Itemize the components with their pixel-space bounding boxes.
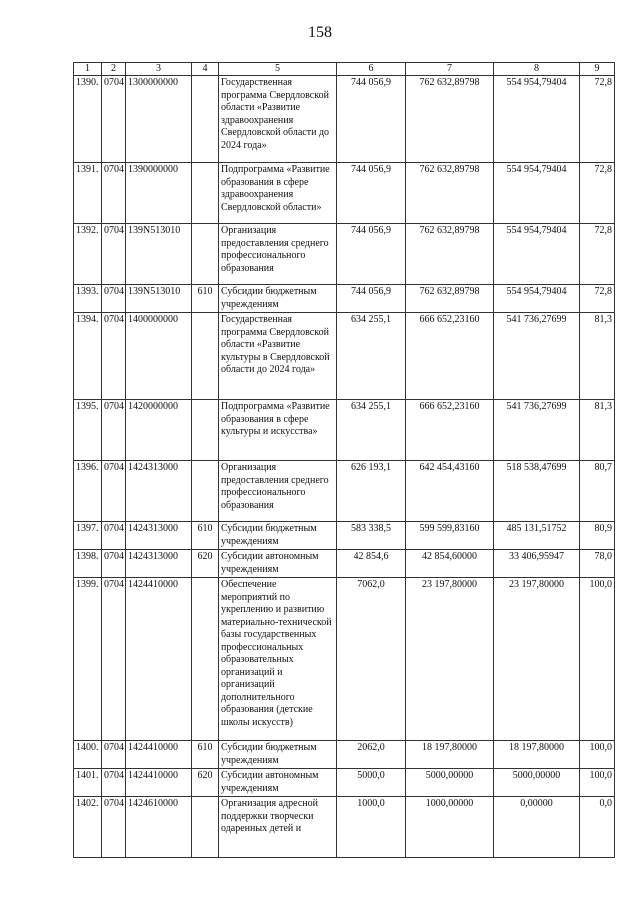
- row-number: 1393.: [74, 285, 102, 313]
- col-header-8: 8: [494, 63, 580, 76]
- approved-amount: 744 056,9: [337, 224, 406, 285]
- target-article-code: 1424410000: [126, 769, 192, 797]
- row-number: 1398.: [74, 550, 102, 578]
- col-header-5: 5: [219, 63, 337, 76]
- item-name: Субсидии бюджетным учреждениям: [219, 522, 337, 550]
- executed-amount: 5000,00000: [494, 769, 580, 797]
- section-code: 0704: [102, 224, 126, 285]
- executed-amount: 554 954,79404: [494, 285, 580, 313]
- item-name: Субсидии бюджетным учреждениям: [219, 285, 337, 313]
- target-article-code: 1390000000: [126, 163, 192, 224]
- item-name: Государственная программа Свердловской области «Развитие культуры в Свердловской области до 2024 года»: [219, 313, 337, 400]
- executed-amount: 554 954,79404: [494, 163, 580, 224]
- table-row: [74, 741, 615, 769]
- table-row: [74, 400, 615, 461]
- execution-percent: 100,0: [580, 741, 615, 769]
- approved-amount: 744 056,9: [337, 76, 406, 163]
- target-article-code: 1420000000: [126, 400, 192, 461]
- approved-amount: 2062,0: [337, 741, 406, 769]
- item-name: Государственная программа Свердловской области «Развитие здравоохранения Свердловской области до 2024 года»: [219, 76, 337, 163]
- execution-percent: 100,0: [580, 578, 615, 741]
- target-article-code: 1424313000: [126, 522, 192, 550]
- planned-amount: 762 632,89798: [406, 163, 494, 224]
- section-code: 0704: [102, 76, 126, 163]
- planned-amount: 762 632,89798: [406, 76, 494, 163]
- row-number: 1396.: [74, 461, 102, 522]
- item-name: Организация предоставления среднего профессионального образования: [219, 461, 337, 522]
- table-row: [74, 313, 615, 400]
- table-row: [74, 76, 615, 163]
- section-code: 0704: [102, 550, 126, 578]
- table-row: [74, 550, 615, 578]
- item-name: Подпрограмма «Развитие образования в сфере культуры и искусства»: [219, 400, 337, 461]
- table-row: [74, 797, 615, 858]
- planned-amount: 666 652,23160: [406, 400, 494, 461]
- row-number: 1400.: [74, 741, 102, 769]
- section-code: 0704: [102, 461, 126, 522]
- target-article-code: 1300000000: [126, 76, 192, 163]
- target-article-code: 139N513010: [126, 285, 192, 313]
- col-header-9: 9: [580, 63, 615, 76]
- col-header-6: 6: [337, 63, 406, 76]
- row-number: 1397.: [74, 522, 102, 550]
- planned-amount: 762 632,89798: [406, 224, 494, 285]
- planned-amount: 666 652,23160: [406, 313, 494, 400]
- expense-type-code: 620: [192, 769, 219, 797]
- approved-amount: 744 056,9: [337, 285, 406, 313]
- execution-percent: 100,0: [580, 769, 615, 797]
- expense-type-code: [192, 313, 219, 400]
- row-number: 1399.: [74, 578, 102, 741]
- planned-amount: 5000,00000: [406, 769, 494, 797]
- target-article-code: 1424410000: [126, 741, 192, 769]
- planned-amount: 23 197,80000: [406, 578, 494, 741]
- target-article-code: 1424313000: [126, 550, 192, 578]
- expense-type-code: [192, 76, 219, 163]
- approved-amount: 1000,0: [337, 797, 406, 858]
- executed-amount: 23 197,80000: [494, 578, 580, 741]
- col-header-1: 1: [74, 63, 102, 76]
- executed-amount: 33 406,95947: [494, 550, 580, 578]
- executed-amount: 541 736,27699: [494, 313, 580, 400]
- execution-percent: 80,7: [580, 461, 615, 522]
- section-code: 0704: [102, 578, 126, 741]
- expense-type-code: 610: [192, 285, 219, 313]
- approved-amount: 583 338,5: [337, 522, 406, 550]
- section-code: 0704: [102, 313, 126, 400]
- approved-amount: 7062,0: [337, 578, 406, 741]
- target-article-code: 1424610000: [126, 797, 192, 858]
- row-number: 1402.: [74, 797, 102, 858]
- executed-amount: 554 954,79404: [494, 76, 580, 163]
- col-header-7: 7: [406, 63, 494, 76]
- col-header-4: 4: [192, 63, 219, 76]
- expense-type-code: [192, 578, 219, 741]
- expense-type-code: 620: [192, 550, 219, 578]
- approved-amount: 42 854,6: [337, 550, 406, 578]
- approved-amount: 634 255,1: [337, 400, 406, 461]
- executed-amount: 0,00000: [494, 797, 580, 858]
- approved-amount: 5000,0: [337, 769, 406, 797]
- item-name: Организация адресной поддержки творчески одаренных детей и: [219, 797, 337, 858]
- item-name: Субсидии автономным учреждениям: [219, 550, 337, 578]
- execution-percent: 81,3: [580, 313, 615, 400]
- approved-amount: 744 056,9: [337, 163, 406, 224]
- page-number: 158: [308, 24, 332, 41]
- expense-type-code: [192, 400, 219, 461]
- execution-percent: 72,8: [580, 285, 615, 313]
- executed-amount: 518 538,47699: [494, 461, 580, 522]
- expense-type-code: 610: [192, 741, 219, 769]
- execution-percent: 72,8: [580, 163, 615, 224]
- section-code: 0704: [102, 769, 126, 797]
- planned-amount: 599 599,83160: [406, 522, 494, 550]
- budget-table: [73, 62, 615, 858]
- executed-amount: 554 954,79404: [494, 224, 580, 285]
- execution-percent: 72,8: [580, 224, 615, 285]
- planned-amount: 642 454,43160: [406, 461, 494, 522]
- execution-percent: 72,8: [580, 76, 615, 163]
- expense-type-code: [192, 461, 219, 522]
- planned-amount: 42 854,60000: [406, 550, 494, 578]
- executed-amount: 485 131,51752: [494, 522, 580, 550]
- item-name: Организация предоставления среднего профессионального образования: [219, 224, 337, 285]
- item-name: Обеспечение мероприятий по укреплению и развитию материально-технической базы государственных профессиональных образовательных организаций и организаций дополнительного образования (детские школы искусств): [219, 578, 337, 741]
- row-number: 1395.: [74, 400, 102, 461]
- expense-type-code: [192, 797, 219, 858]
- row-number: 1390.: [74, 76, 102, 163]
- execution-percent: 78,0: [580, 550, 615, 578]
- execution-percent: 81,3: [580, 400, 615, 461]
- row-number: 1392.: [74, 224, 102, 285]
- executed-amount: 18 197,80000: [494, 741, 580, 769]
- col-header-3: 3: [126, 63, 192, 76]
- target-article-code: 1424410000: [126, 578, 192, 741]
- row-number: 1401.: [74, 769, 102, 797]
- section-code: 0704: [102, 400, 126, 461]
- target-article-code: 1400000000: [126, 313, 192, 400]
- approved-amount: 634 255,1: [337, 313, 406, 400]
- target-article-code: 139N513010: [126, 224, 192, 285]
- table-row: [74, 163, 615, 224]
- approved-amount: 626 193,1: [337, 461, 406, 522]
- table-row: [74, 769, 615, 797]
- execution-percent: 0,0: [580, 797, 615, 858]
- item-name: Субсидии бюджетным учреждениям: [219, 741, 337, 769]
- table-row: [74, 224, 615, 285]
- section-code: 0704: [102, 285, 126, 313]
- item-name: Субсидии автономным учреждениям: [219, 769, 337, 797]
- row-number: 1394.: [74, 313, 102, 400]
- expense-type-code: [192, 163, 219, 224]
- table-row: [74, 578, 615, 741]
- planned-amount: 18 197,80000: [406, 741, 494, 769]
- expense-type-code: 610: [192, 522, 219, 550]
- section-code: 0704: [102, 741, 126, 769]
- table-row: [74, 461, 615, 522]
- item-name: Подпрограмма «Развитие образования в сфере здравоохранения Свердловской области»: [219, 163, 337, 224]
- planned-amount: 1000,00000: [406, 797, 494, 858]
- target-article-code: 1424313000: [126, 461, 192, 522]
- executed-amount: 541 736,27699: [494, 400, 580, 461]
- row-number: 1391.: [74, 163, 102, 224]
- expense-type-code: [192, 224, 219, 285]
- section-code: 0704: [102, 522, 126, 550]
- table-row: [74, 285, 615, 313]
- section-code: 0704: [102, 797, 126, 858]
- table-row: [74, 522, 615, 550]
- execution-percent: 80,9: [580, 522, 615, 550]
- header-row: [74, 63, 615, 76]
- planned-amount: 762 632,89798: [406, 285, 494, 313]
- col-header-2: 2: [102, 63, 126, 76]
- section-code: 0704: [102, 163, 126, 224]
